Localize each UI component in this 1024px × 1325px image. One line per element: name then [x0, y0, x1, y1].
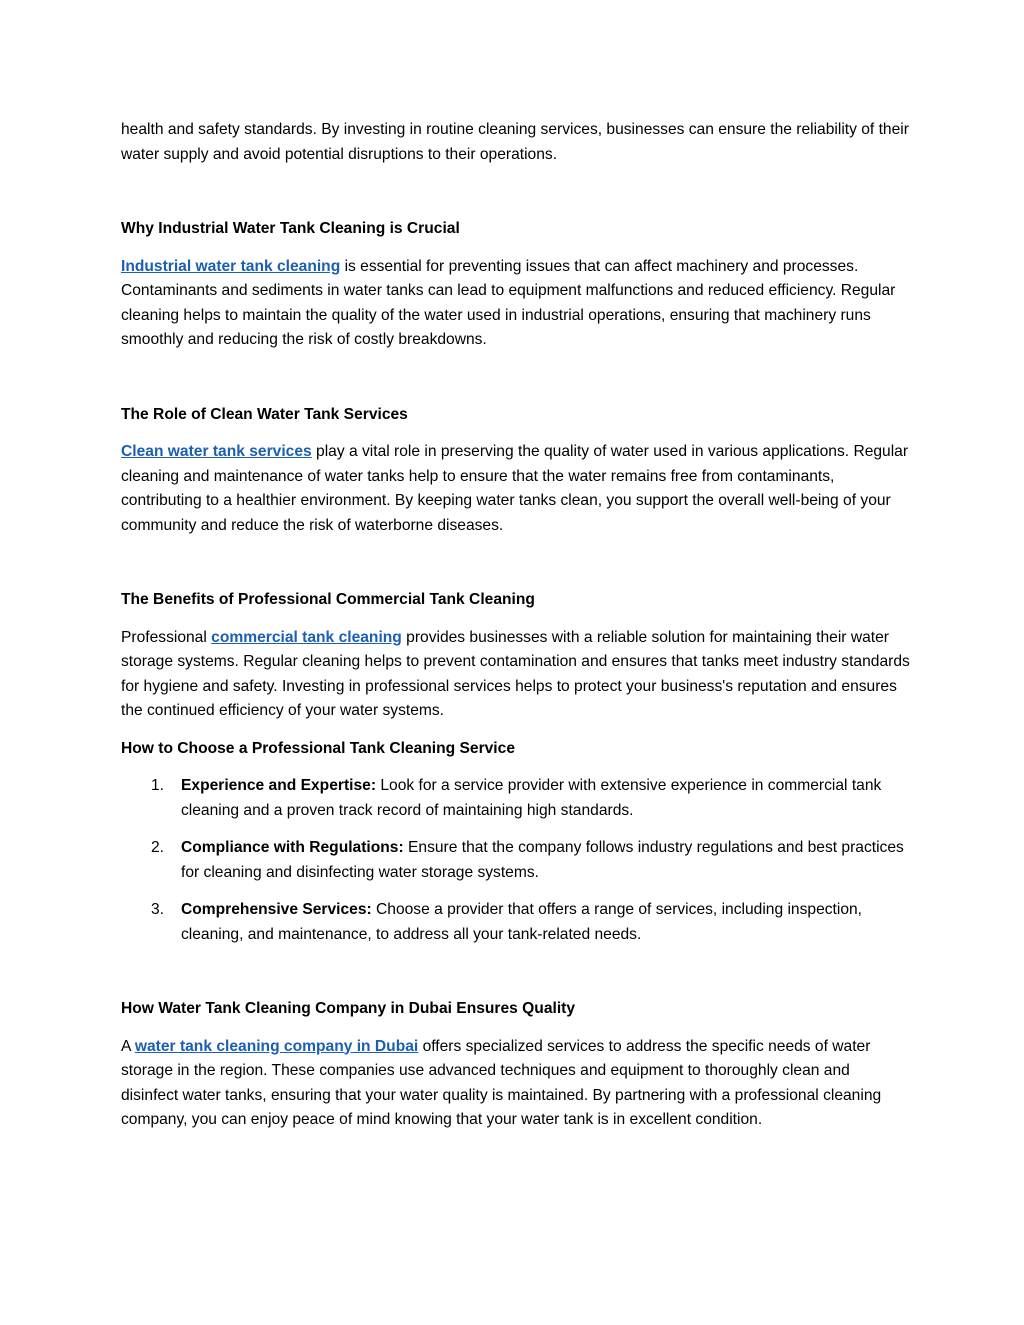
criteria-list: [121, 774, 911, 947]
list-item-text: Look for a service provider with extensive experience in commercial tank cleaning and a proven track record of maintaining high standards.: [181, 777, 882, 819]
list-number: 1.: [151, 777, 165, 794]
paragraph-text: play a vital role in preserving the quality of water used in various applications. Regular cleaning and maintenance of water tanks help to ensure that the water remains free from contaminants, contributing to a healthier environment. By keeping water tanks clean, you support the overall well-being of your community and reduce the risk of waterborne diseases.: [121, 443, 909, 534]
section-paragraph: [121, 1035, 911, 1133]
section-heading: Why Industrial Water Tank Cleaning is Crucial: [121, 220, 460, 237]
list-number: 2.: [151, 839, 165, 856]
section-industrial-cleaning: [121, 217, 911, 353]
list-item-text: Ensure that the company follows industry regulations and best practices for cleaning and disinfecting water storage systems.: [181, 839, 904, 881]
list-item-title: Compliance with Regulations:: [181, 839, 404, 856]
list-number: 3.: [151, 901, 165, 918]
clean-water-tank-services-link[interactable]: Clean water tank services: [121, 443, 312, 460]
list-item: [121, 774, 911, 823]
paragraph-text: is essential for preventing issues that can affect machinery and processes. Contaminants and sediments in water tanks can lead to equipment malfunctions and reduced efficiency. Regular cleaning helps to maintain the quality of the water used in industrial operations, ensuring that machinery runs smoothly and reducing the risk of costly breakdowns.: [121, 257, 896, 348]
list-item: [121, 898, 911, 947]
section-heading: How Water Tank Cleaning Company in Dubai Ensures Quality: [121, 1000, 576, 1017]
paragraph-prefix: Professional: [121, 628, 212, 646]
section-clean-water-services: [121, 403, 911, 539]
commercial-tank-cleaning-link[interactable]: commercial tank cleaning: [211, 628, 402, 646]
list-item: [121, 836, 911, 885]
intro-paragraph: health and safety standards. By investing in routine cleaning services, businesses can ensure the reliability of their water supply and avoid potential disruptions to their operations.: [121, 121, 909, 163]
water-tank-cleaning-company-dubai-link[interactable]: water tank cleaning company in Dubai: [134, 1037, 419, 1055]
section-paragraph: [121, 255, 911, 353]
industrial-water-tank-cleaning-link[interactable]: Industrial water tank cleaning: [121, 257, 341, 275]
section-commercial-cleaning: [121, 588, 911, 724]
section-dubai-company: [121, 997, 911, 1133]
list-item-title: Experience and Expertise:: [181, 777, 377, 794]
section-heading: The Benefits of Professional Commercial Tank Cleaning: [121, 591, 535, 608]
section-choose-service: [121, 737, 911, 948]
paragraph-text: provides businesses with a reliable solution for maintaining their water storage systems. Regular cleaning helps to prevent contamination and ensures that tanks meet industry standards for hygiene and safety. Investing in professional services helps to protect your business's reputation and ensures the continued efficiency of your water systems.: [121, 628, 910, 719]
section-paragraph: [121, 440, 911, 538]
list-item-text: Choose a provider that offers a range of services, including inspection, cleaning, and maintenance, to address all your tank-related needs.: [181, 901, 863, 943]
section-heading: How to Choose a Professional Tank Cleaning Service: [121, 739, 515, 757]
paragraph-text: offers specialized services to address the specific needs of water storage in the region. These companies use advanced techniques and equipment to thoroughly clean and disinfect water tanks, ensuring that your water quality is maintained. By partnering with a professional cleaning company, you can enjoy peace of mind knowing that your water tank is in excellent condition.: [121, 1037, 882, 1128]
section-heading: The Role of Clean Water Tank Services: [121, 405, 408, 423]
document-body: [121, 118, 911, 1133]
section-paragraph: [121, 626, 911, 724]
paragraph-prefix: A: [121, 1037, 135, 1055]
list-item-title: Comprehensive Services:: [181, 901, 372, 918]
